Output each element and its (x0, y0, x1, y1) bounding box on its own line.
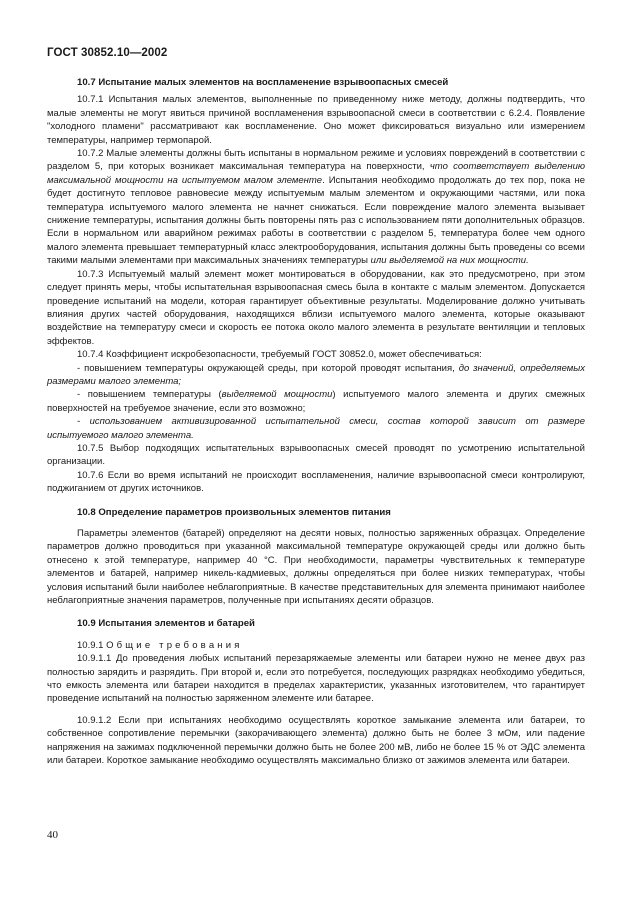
italic-run: или выделяемой на них мощности. (370, 255, 529, 267)
text-run: - повышением температуры ( (77, 389, 222, 401)
paragraph-10-7-6: 10.7.6 Если во время испытаний не происходит воспламенения, наличие взрывоопасной смеси контролируют, поджиганием от других источников. (47, 469, 585, 495)
page-body (47, 76, 585, 768)
paragraph-10-9-1-1: 10.9.1.1 До проведения любых испытаний перезаряжаемые элементы или батареи нужно не менее двух раз полностью зарядить и разрядить. При второй и, если это потребуется, последующих разрядках необходимо убедиться, что емкость элемента или батареи находится в пределах характеристик, указанных изготовителем, что гарантирует проведение испытаний на полностью заряженном элементе или батарее. (47, 653, 585, 705)
text-run: 10.7.2 Малые элементы должны быть испытаны в нормальном режиме и условиях повреждений в соответствии с разделом 5, при которых возникает максимальная температура на поверхности, (47, 148, 585, 173)
italic-run: - использованием активизированной испытательной смеси, состав которой зависит от размере испытуемого малого элемента. (47, 416, 585, 441)
page-number: 40 (47, 829, 58, 841)
section-heading-10-7: 10.7 Испытание малых элементов на воспламенение взрывоопасных смесей (77, 77, 449, 88)
paragraph-10-7-3: 10.7.3 Испытуемый малый элемент может монтироваться в оборудовании, как это предусмотрено, при этом следует принять меры, чтобы испытательная взрывоопасная смесь была в контакте с малым элементом. Допускается проведение испытаний на модели, которая гарантирует объективные результаты. Моделирование должно учитывать влияния других частей оборудования, находящихся вблизи испытуемого малого элемента, которые оказывают воздействие на температуру смеси и скорость ее потока около малого элемента в результате вентиляции и тепловых эффектов. (47, 268, 585, 347)
text-run: ) испытуемого малого элемента и других смежных поверхностей на требуемое значение, если это возможно; (47, 389, 585, 414)
list-item-3 (47, 415, 585, 442)
subsection-number: 10.9.1 (77, 639, 107, 651)
subsection-heading-10-9-1 (47, 639, 585, 652)
paragraph-10-7-5: 10.7.5 Выбор подходящих испытательных взрывоопасных смесей проводят по усмотрению испытательной организации. (47, 442, 585, 468)
italic-run: что соответствует выделению максимальной мощности на испытуемом малом элементе (47, 161, 585, 186)
section-heading-10-9: 10.9 Испытания элементов и батарей (77, 618, 255, 630)
text-run: . Испытания необходимо продолжать до тех пор, пока не будет достигнуто тепловое равновесие между испытуемым малым элементом и окружающими частями, или пока температура испытуемого малого элемента не начнет снижаться. Если повреждение малого элемента вызывает снижение температуры, испытания должны быть повторены пять раз с использованием пяти дополнительных образцов. Если в нормальном или аварийном режимах работы в соответствии с разделом 5, температура более чем одного малого элемента превышает температурный класс электрооборудования, испытания должны быть проведены со всеми такими малыми элементами при максимальных значениях температуры (47, 174, 585, 267)
document-header: ГОСТ 30852.10—2002 (47, 47, 168, 59)
paragraph-10-8: Параметры элементов (батарей) определяют на десяти новых, полностью заряженных образцах. Определение параметров должно проводиться при указанной максимальной температуре окружающей среды или должно быть отнесено к этой температуре, например 40 °С. При необходимости, параметры чувствительных к температуре элементов и батарей, например никель-кадмиевых, должны определяться при более низких температурах, чтобы условия испытаний были наиболее неблагоприятные. В качестве представительных для элемента принимают наиболее неблагоприятные значения параметров, полученные при испытаниях десяти образцов. (47, 528, 585, 607)
text-run: - повышением температуры окружающей среды, при которой проводят испытания, (77, 362, 459, 374)
italic-run: до значений, определяемых размерами малого элемента; (47, 362, 585, 387)
section-heading-10-8: 10.8 Определение параметров произвольных элементов питания (77, 506, 391, 518)
list-item-2 (47, 388, 585, 415)
paragraph-10-7-1: 10.7.1 Испытания малых элементов, выполненные по приведенному ниже методу, должны подтвердить, что малые элементы не могут явиться причиной воспламенения взрывоопасной смеси в соответствии с 6.2.4. Появление "холодного пламени" рассматривают как воспламенение. Оно может фиксироваться визуально или измерением температуры, например термопарой. (47, 94, 585, 146)
italic-run: выделяемой мощности (221, 389, 333, 401)
list-item-1 (47, 362, 585, 389)
paragraph-10-7-4: 10.7.4 Коэффициент искробезопасности, требуемый ГОСТ 30852.0, может обеспечиваться: (77, 349, 482, 361)
subsection-title: Общие требования (106, 639, 243, 651)
paragraph-10-7-2 (47, 147, 585, 268)
paragraph-10-9-1-2: 10.9.1.2 Если при испытаниях необходимо осуществлять короткое замыкание элемента или батареи, то собственное сопротивление перемычки (закорачивающего элемента) должно быть не более 3 мОм, или падение напряжения на зажимах подключенной перемычки должно быть не более 200 мВ, либо не более 15 % от ЭДС элемента или батареи. Короткое замыкание необходимо осуществлять максимально близко от зажимов элемента или батареи. (47, 714, 585, 767)
